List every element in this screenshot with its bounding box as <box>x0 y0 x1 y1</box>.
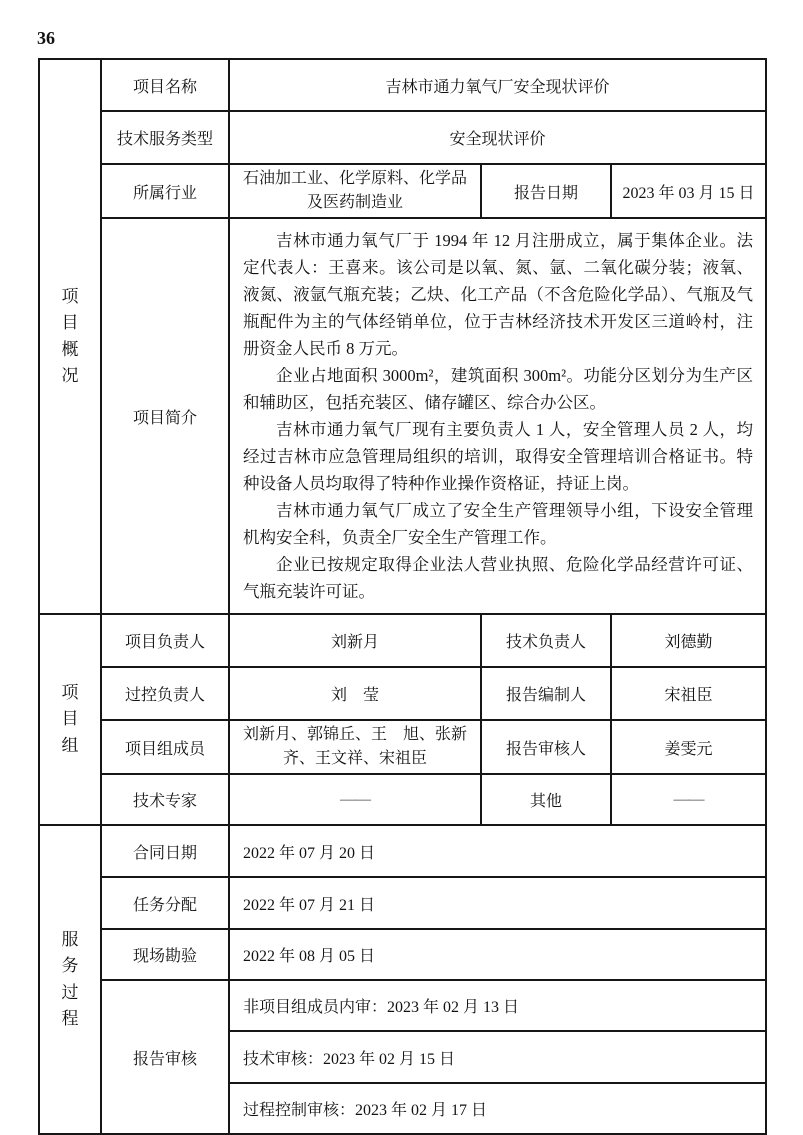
brief-paragraph: 吉林市通力氧气厂现有主要负责人 1 人，安全管理人员 2 人，均经过吉林市应急管理局组织的培训，取得安全管理培训合格证书。特种设备人员均取得了特种作业操作资格证，持证上岗。 <box>243 420 754 493</box>
brief-paragraph: 企业占地面积 3000m²，建筑面积 300m²。功能分区划分为生产区和辅助区，包括充装区、储存罐区、综合办公区。 <box>243 366 754 412</box>
row-project-name <box>39 59 766 111</box>
row-report-review-1 <box>39 980 766 1031</box>
value-task-assignment: 2022 年 07 月 21 日 <box>229 877 766 929</box>
label-industry: 所属行业 <box>101 164 229 218</box>
project-info-table <box>38 58 767 1135</box>
row-service-type <box>39 111 766 164</box>
page-number: 36 <box>37 28 55 48</box>
section-label-team-text: 项目组 <box>61 682 79 755</box>
row-team-control <box>39 667 766 720</box>
value-service-type: 安全现状评价 <box>229 111 766 164</box>
value-report-reviewer: 姜雯元 <box>611 720 766 774</box>
label-report-date: 报告日期 <box>481 164 611 218</box>
label-task-assignment: 任务分配 <box>101 877 229 929</box>
value-project-lead: 刘新月 <box>229 614 481 667</box>
label-report-reviewer: 报告审核人 <box>481 720 611 774</box>
section-label-process <box>39 825 101 1134</box>
value-project-brief <box>229 218 766 614</box>
row-team-experts <box>39 774 766 825</box>
label-report-compiler: 报告编制人 <box>481 667 611 720</box>
section-label-process-text: 服务过程 <box>61 929 79 1028</box>
row-industry <box>39 164 766 218</box>
value-site-survey: 2022 年 08 月 05 日 <box>229 929 766 980</box>
value-other: —— <box>611 774 766 825</box>
label-other: 其他 <box>481 774 611 825</box>
label-service-type: 技术服务类型 <box>101 111 229 164</box>
label-technical-lead: 技术负责人 <box>481 614 611 667</box>
value-process-control-lead: 刘 莹 <box>229 667 481 720</box>
label-report-review: 报告审核 <box>101 980 229 1134</box>
value-team-members: 刘新月、郭锦丘、王 旭、张新齐、王文祥、宋祖臣 <box>229 720 481 774</box>
value-report-compiler: 宋祖臣 <box>611 667 766 720</box>
value-project-name: 吉林市通力氧气厂安全现状评价 <box>229 59 766 111</box>
label-site-survey: 现场勘验 <box>101 929 229 980</box>
value-internal-review: 非项目组成员内审：2023 年 02 月 13 日 <box>229 980 766 1031</box>
label-process-control-lead: 过控负责人 <box>101 667 229 720</box>
value-technical-review: 技术审核：2023 年 02 月 15 日 <box>229 1031 766 1083</box>
value-technical-expert: —— <box>229 774 481 825</box>
value-technical-lead: 刘德勤 <box>611 614 766 667</box>
value-contract-date: 2022 年 07 月 20 日 <box>229 825 766 877</box>
row-site-survey <box>39 929 766 980</box>
section-label-team <box>39 614 101 825</box>
section-label-overview-text: 项目概况 <box>61 286 79 385</box>
section-label-overview <box>39 59 101 614</box>
brief-paragraph: 企业已按规定取得企业法人营业执照、危险化学品经营许可证、气瓶充装许可证。 <box>243 555 754 601</box>
label-project-lead: 项目负责人 <box>101 614 229 667</box>
row-team-leads <box>39 614 766 667</box>
label-team-members: 项目组成员 <box>101 720 229 774</box>
brief-paragraph: 吉林市通力氧气厂于 1994 年 12 月注册成立，属于集体企业。法定代表人：王喜来。该公司是以氧、氮、氩、二氧化碳分装；液氧、液氮、液氩气瓶充装；乙炔、化工产品（不含危险化学品）、气瓶及气瓶配件为主的气体经销单位，位于吉林经济技术开发区三道岭村，注册资金人民币 8 万元。 <box>243 231 754 358</box>
brief-paragraph: 吉林市通力氧气厂成立了安全生产管理领导小组，下设安全管理机构安全科，负责全厂安全生产管理工作。 <box>243 501 754 547</box>
value-industry: 石油加工业、化学原料、化学品及医药制造业 <box>229 164 481 218</box>
row-task-assignment <box>39 877 766 929</box>
label-project-name: 项目名称 <box>101 59 229 111</box>
row-project-brief <box>39 218 766 614</box>
label-technical-expert: 技术专家 <box>101 774 229 825</box>
row-contract-date <box>39 825 766 877</box>
value-process-control-review: 过程控制审核：2023 年 02 月 17 日 <box>229 1083 766 1134</box>
value-report-date: 2023 年 03 月 15 日 <box>611 164 766 218</box>
label-contract-date: 合同日期 <box>101 825 229 877</box>
row-team-members <box>39 720 766 774</box>
label-project-brief: 项目简介 <box>101 218 229 614</box>
